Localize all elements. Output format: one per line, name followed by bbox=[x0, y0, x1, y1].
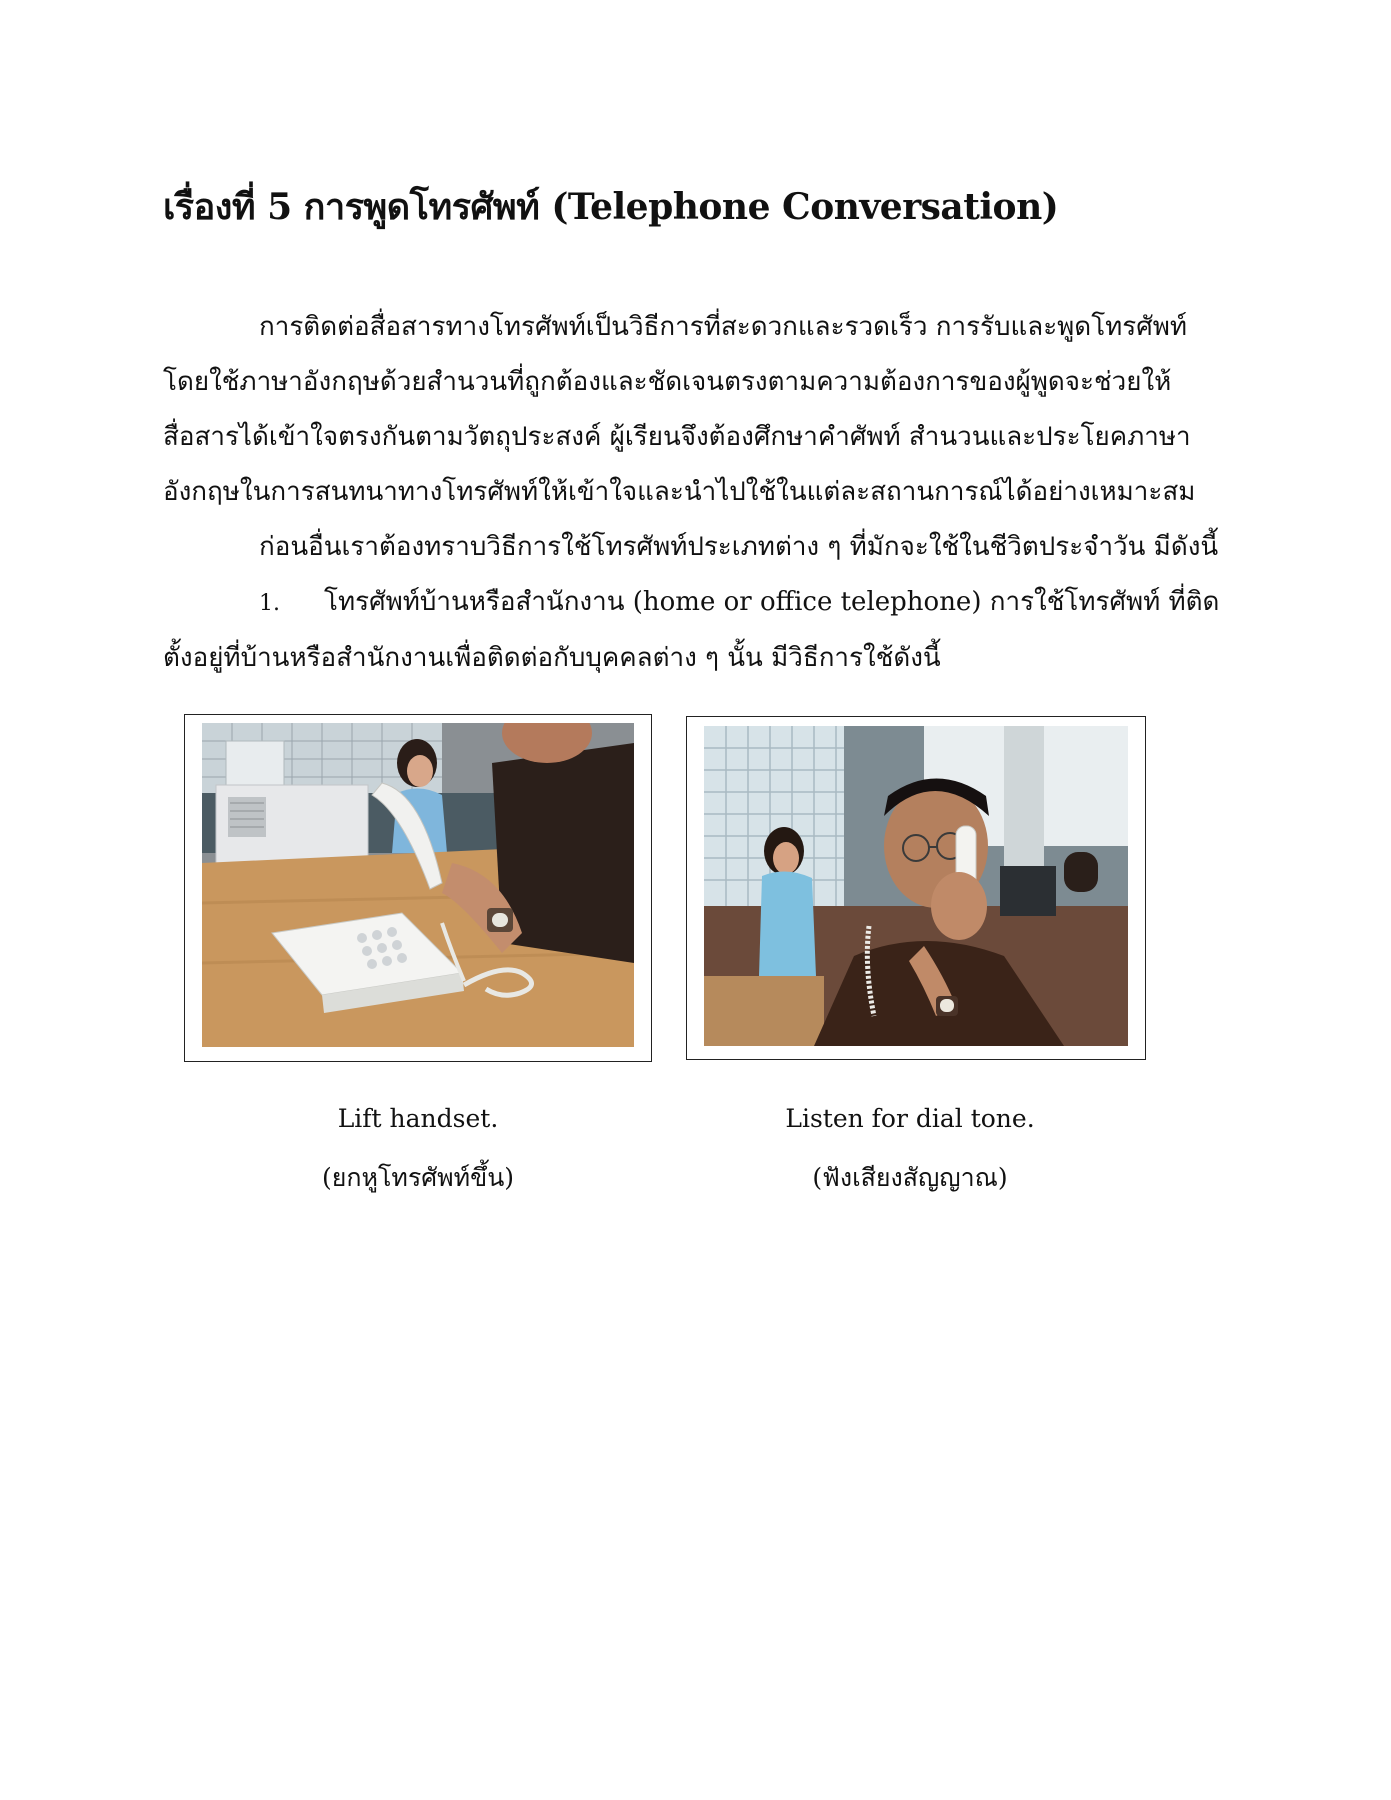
list-item-text: โทรศัพท์บ้านหรือสำนักงาน (home or office telephone) การใช้โทรศัพท์ ที่ติดตั้งอยู่ที่บ้านหรือสำนักงานเพื่อติดต่อกับบุคคลต่าง ๆ นั้น มีวิธีการใช้ดังนี้ bbox=[163, 587, 1220, 673]
usage-paragraph: ก่อนอื่นเราต้องทราบวิธีการใช้โทรศัพท์ประเภทต่าง ๆ ที่มักจะใช้ในชีวิตประจำวัน มีดังนี้ bbox=[259, 532, 1219, 562]
photo-dial-tone bbox=[704, 726, 1128, 1046]
figure-caption-th: (ฟังเสียงสัญญาณ) bbox=[812, 1163, 1008, 1192]
body-text bbox=[163, 300, 1228, 686]
photo-lift-handset bbox=[202, 723, 634, 1047]
list-item-number: 1. bbox=[259, 591, 280, 616]
list-item bbox=[163, 575, 1228, 686]
page-title: เรื่องที่ 5 การพูดโทรศัพท์ (Telephone Conversation) bbox=[163, 186, 1059, 228]
intro-paragraph: การติดต่อสื่อสารทางโทรศัพท์เป็นวิธีการที่สะดวกและรวดเร็ว การรับและพูดโทรศัพท์โดยใช้ภาษาอังกฤษด้วยสำนวนที่ถูกต้องและชัดเจนตรงตามความต้องการของผู้พูดจะช่วยให้สื่อสารได้เข้าใจตรงกันตามวัตถุประสงค์ ผู้เรียนจึงต้องศึกษาคำศัพท์ สำนวนและประโยคภาษาอังกฤษในการสนทนาทางโทรศัพท์ให้เข้าใจและนำไปใช้ในแต่ละสถานการณ์ได้อย่างเหมาะสม bbox=[163, 312, 1196, 507]
figure-caption-en: Listen for dial tone. bbox=[785, 1104, 1035, 1133]
figure-caption-en: Lift handset. bbox=[337, 1104, 499, 1133]
figure-caption-th: (ยกหูโทรศัพท์ขึ้น) bbox=[321, 1163, 515, 1192]
